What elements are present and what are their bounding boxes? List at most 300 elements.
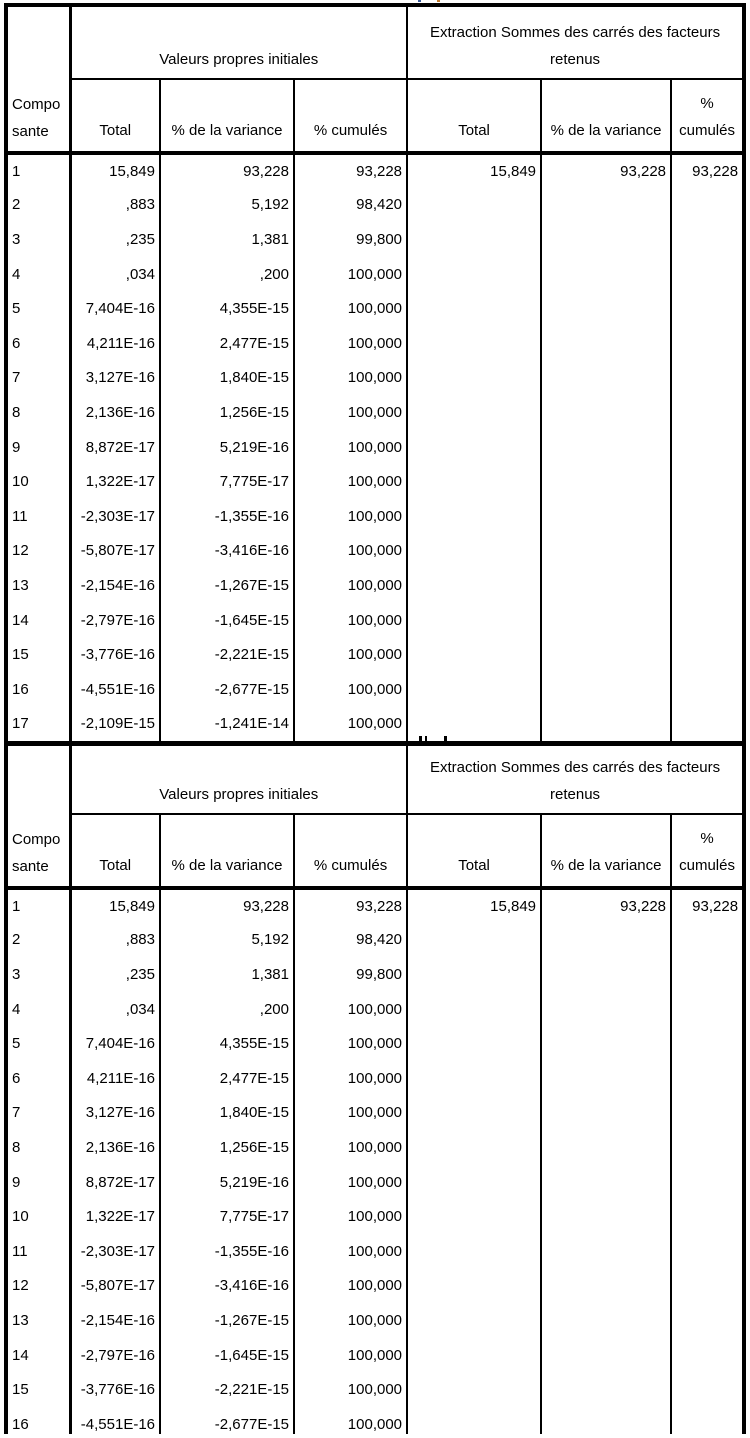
table-row [8, 888, 742, 923]
cell-total: -5,807E-17 [70, 1269, 160, 1304]
cell-ext-cumulative [671, 1130, 742, 1165]
cell-ext-variance [541, 395, 671, 430]
cell-ext-variance [541, 257, 671, 292]
cell-variance: ,200 [160, 992, 294, 1027]
cell-ext-cumulative [671, 257, 742, 292]
cell-component: 4 [8, 992, 70, 1027]
cell-cumulative: 100,000 [294, 499, 407, 534]
cell-component: 11 [8, 499, 70, 534]
cell-ext-cumulative [671, 395, 742, 430]
cell-variance: -1,267E-15 [160, 1303, 294, 1338]
cell-ext-cumulative [671, 923, 742, 958]
cell-cumulative: 100,000 [294, 326, 407, 361]
cell-total: 1,322E-17 [70, 1199, 160, 1234]
cell-total: 7,404E-16 [70, 1026, 160, 1061]
cell-variance: -2,677E-15 [160, 1407, 294, 1434]
table-row [8, 1338, 742, 1373]
table-row [8, 923, 742, 958]
cell-component: 2 [8, 188, 70, 223]
cell-ext-variance [541, 957, 671, 992]
component-header-line1: Compo [12, 831, 61, 848]
cell-cumulative: 100,000 [294, 1096, 407, 1131]
cell-ext-variance [541, 1303, 671, 1338]
cell-ext-variance [541, 499, 671, 534]
cell-variance: 1,840E-15 [160, 1096, 294, 1131]
cell-total: 8,872E-17 [70, 1165, 160, 1200]
cell-cumulative: 100,000 [294, 291, 407, 326]
cell-variance: -1,267E-15 [160, 568, 294, 603]
cell-cumulative: 100,000 [294, 603, 407, 638]
col-header-ext-cumulative: % cumulés [671, 79, 742, 153]
cell-cumulative: 100,000 [294, 464, 407, 499]
cell-component: 3 [8, 957, 70, 992]
cell-component: 10 [8, 464, 70, 499]
cell-ext-cumulative [671, 992, 742, 1027]
cell-cumulative: 99,800 [294, 222, 407, 257]
cell-ext-cumulative [671, 603, 742, 638]
cell-component: 4 [8, 257, 70, 292]
cell-cumulative: 100,000 [294, 992, 407, 1027]
cell-ext-cumulative [671, 1165, 742, 1200]
cell-component: 12 [8, 1269, 70, 1304]
extraction-header-line2: retenus [550, 51, 601, 68]
cell-ext-variance [541, 923, 671, 958]
cell-variance: -1,241E-14 [160, 707, 294, 742]
cell-cumulative: 100,000 [294, 707, 407, 742]
cell-cumulative: 100,000 [294, 257, 407, 292]
cell-cumulative: 100,000 [294, 361, 407, 396]
extraction-group-header [407, 7, 742, 79]
cell-ext-total [407, 326, 541, 361]
col-header-cumulative: % cumulés [294, 79, 407, 153]
cell-total: 1,322E-17 [70, 464, 160, 499]
cell-variance: 93,228 [160, 153, 294, 188]
cell-variance: -1,645E-15 [160, 603, 294, 638]
cell-variance: 5,219E-16 [160, 430, 294, 465]
cell-ext-cumulative [671, 326, 742, 361]
component-header-line2: sante [12, 858, 49, 875]
cell-ext-total [407, 222, 541, 257]
cell-ext-variance [541, 188, 671, 223]
cell-variance: 4,355E-15 [160, 1026, 294, 1061]
table-row [8, 464, 742, 499]
cell-ext-variance [541, 361, 671, 396]
cell-variance: -3,416E-16 [160, 1269, 294, 1304]
cell-variance: 1,840E-15 [160, 361, 294, 396]
cell-ext-cumulative [671, 707, 742, 742]
cell-component: 3 [8, 222, 70, 257]
cell-ext-variance [541, 1130, 671, 1165]
cell-component: 7 [8, 1096, 70, 1131]
initial-eigenvalues-group-header: Valeurs propres initiales [70, 7, 407, 79]
cell-ext-total [407, 672, 541, 707]
cell-ext-cumulative [671, 1096, 742, 1131]
table-row [8, 992, 742, 1027]
cell-component: 15 [8, 1372, 70, 1407]
cell-ext-total [407, 1130, 541, 1165]
cell-variance: 1,381 [160, 222, 294, 257]
cell-ext-variance [541, 534, 671, 569]
clipped-title-remnant [437, 0, 440, 2]
table-row [8, 1130, 742, 1165]
cell-total: ,883 [70, 188, 160, 223]
cell-ext-cumulative [671, 1269, 742, 1304]
cell-variance: -1,645E-15 [160, 1338, 294, 1373]
cell-total: 15,849 [70, 153, 160, 188]
cell-total: 3,127E-16 [70, 1096, 160, 1131]
cell-ext-total [407, 1165, 541, 1200]
cell-component: 6 [8, 326, 70, 361]
cell-ext-variance [541, 1096, 671, 1131]
cell-ext-variance [541, 992, 671, 1027]
cell-total: 8,872E-17 [70, 430, 160, 465]
cell-ext-cumulative [671, 1199, 742, 1234]
cell-cumulative: 100,000 [294, 568, 407, 603]
cell-ext-total [407, 1269, 541, 1304]
col-header-variance: % de la variance [160, 79, 294, 153]
cell-ext-cumulative [671, 464, 742, 499]
cell-component: 9 [8, 430, 70, 465]
col-header-ext-total: Total [407, 79, 541, 153]
col-header-ext-total: Total [407, 814, 541, 888]
cell-variance: 2,477E-15 [160, 326, 294, 361]
sub-header-row [8, 814, 742, 888]
cell-ext-total [407, 707, 541, 742]
cell-total: ,883 [70, 923, 160, 958]
cell-variance: -1,355E-16 [160, 499, 294, 534]
table-row [8, 1269, 742, 1304]
cell-variance: ,200 [160, 257, 294, 292]
cell-ext-cumulative: 93,228 [692, 162, 739, 180]
cell-cumulative: 100,000 [294, 1269, 407, 1304]
variance-table [8, 746, 742, 1434]
cell-component: 16 [8, 672, 70, 707]
cell-component: 9 [8, 1165, 70, 1200]
cell-ext-variance [541, 326, 671, 361]
cell-variance: 93,228 [160, 888, 294, 923]
cell-component: 13 [8, 568, 70, 603]
cell-ext-total [407, 1338, 541, 1373]
cell-ext-total [407, 534, 541, 569]
cell-ext-cumulative [671, 534, 742, 569]
group-header-row [8, 7, 742, 79]
cell-variance: 2,477E-15 [160, 1061, 294, 1096]
cell-cumulative: 100,000 [294, 1407, 407, 1434]
col-header-ext-variance: % de la variance [541, 79, 671, 153]
sub-header-row [8, 79, 742, 153]
cell-ext-variance [541, 568, 671, 603]
cell-ext-total [407, 1096, 541, 1131]
table-row [8, 637, 742, 672]
cell-component: 14 [8, 603, 70, 638]
table-row [8, 568, 742, 603]
cell-ext-variance [541, 464, 671, 499]
cell-cumulative: 98,420 [294, 923, 407, 958]
extraction-header-line2: retenus [550, 786, 601, 803]
cell-ext-total [407, 361, 541, 396]
col-header-total: Total [70, 79, 160, 153]
cell-component: 12 [8, 534, 70, 569]
cell-total: ,235 [70, 222, 160, 257]
cell-ext-variance [541, 222, 671, 257]
table-row [8, 534, 742, 569]
cell-cumulative: 100,000 [294, 1061, 407, 1096]
table-row [8, 1199, 742, 1234]
cell-ext-cumulative [671, 637, 742, 672]
table-row [8, 499, 742, 534]
cell-ext-total [407, 923, 541, 958]
cell-ext-total [407, 499, 541, 534]
initial-eigenvalues-group-header: Valeurs propres initiales [70, 746, 407, 814]
table-row [8, 222, 742, 257]
cell-total: 3,127E-16 [70, 361, 160, 396]
cell-cumulative: 100,000 [294, 1165, 407, 1200]
cell-ext-variance [541, 672, 671, 707]
cell-ext-total: 15,849 [407, 153, 541, 188]
cell-variance: 1,256E-15 [160, 395, 294, 430]
cell-ext-total [407, 464, 541, 499]
cell-cumulative: 100,000 [294, 534, 407, 569]
clipped-title-remnant [419, 736, 422, 741]
cell-ext-total [407, 430, 541, 465]
cell-ext-variance [541, 1269, 671, 1304]
cell-ext-variance [541, 1061, 671, 1096]
cell-ext-total [407, 1026, 541, 1061]
cell-cumulative: 100,000 [294, 1372, 407, 1407]
cell-ext-variance [541, 1199, 671, 1234]
cell-total: ,235 [70, 957, 160, 992]
cell-cumulative: 100,000 [294, 1130, 407, 1165]
cell-total: -2,154E-16 [70, 1303, 160, 1338]
cell-cumulative: 100,000 [294, 395, 407, 430]
cell-total: -2,797E-16 [70, 1338, 160, 1373]
group-header-row [8, 746, 742, 814]
cell-ext-variance [541, 1338, 671, 1373]
table-row [8, 1407, 742, 1434]
cell-variance: -2,221E-15 [160, 637, 294, 672]
cell-total: -2,154E-16 [70, 568, 160, 603]
cell-total: 4,211E-16 [70, 1061, 160, 1096]
total-variance-table-1 [4, 3, 746, 746]
cell-ext-variance [541, 430, 671, 465]
cell-total: -4,551E-16 [70, 672, 160, 707]
col-header-ext-variance: % de la variance [541, 814, 671, 888]
component-header-line2: sante [12, 123, 49, 140]
cell-ext-cumulative [671, 291, 742, 326]
cell-cumulative: 100,000 [294, 1303, 407, 1338]
clipped-title-remnant [425, 736, 427, 741]
cell-ext-cumulative [671, 222, 742, 257]
cell-component: 5 [8, 291, 70, 326]
col-header-variance: % de la variance [160, 814, 294, 888]
cell-ext-cumulative [671, 672, 742, 707]
cell-cumulative: 100,000 [294, 430, 407, 465]
cell-variance: 1,381 [160, 957, 294, 992]
cell-total: -3,776E-16 [70, 1372, 160, 1407]
cell-ext-variance [541, 1234, 671, 1269]
cell-ext-total [407, 291, 541, 326]
cell-ext-cumulative [671, 1234, 742, 1269]
table-row [8, 257, 742, 292]
extraction-header-line1: Extraction Sommes des carrés des facteurs [429, 24, 721, 41]
cell-ext-variance: 93,228 [541, 153, 671, 188]
cell-component: 10 [8, 1199, 70, 1234]
cell-component: 6 [8, 1061, 70, 1096]
cell-total: ,034 [70, 992, 160, 1027]
table-row [8, 1234, 742, 1269]
cell-ext-variance [541, 291, 671, 326]
cell-ext-cumulative [671, 361, 742, 396]
cell-component: 16 [8, 1407, 70, 1434]
cell-ext-cumulative [671, 430, 742, 465]
cell-component: 1 [8, 153, 70, 188]
cell-ext-cumulative [671, 957, 742, 992]
cell-cumulative: 98,420 [294, 188, 407, 223]
table-row [8, 188, 742, 223]
cell-ext-cumulative [671, 1338, 742, 1373]
cell-ext-total [407, 1199, 541, 1234]
table-row [8, 603, 742, 638]
cell-total: 4,211E-16 [70, 326, 160, 361]
cell-component: 13 [8, 1303, 70, 1338]
table-row [8, 1165, 742, 1200]
cell-ext-total [407, 568, 541, 603]
cell-total: -2,109E-15 [70, 707, 160, 742]
cell-cumulative: 93,228 [294, 153, 407, 188]
cell-total: -2,303E-17 [70, 499, 160, 534]
cell-cumulative: 100,000 [294, 1234, 407, 1269]
cell-variance: 1,256E-15 [160, 1130, 294, 1165]
table-row [8, 1026, 742, 1061]
variance-table [8, 7, 742, 741]
cell-ext-cumulative [671, 499, 742, 534]
cell-ext-total [407, 395, 541, 430]
cell-total: -3,776E-16 [70, 637, 160, 672]
cell-variance: 5,192 [160, 188, 294, 223]
cell-ext-total [407, 637, 541, 672]
cell-ext-total [407, 1234, 541, 1269]
cell-total: 2,136E-16 [70, 395, 160, 430]
cell-ext-cumulative [671, 1372, 742, 1407]
cell-total: -2,797E-16 [70, 603, 160, 638]
cell-component: 1 [8, 888, 70, 923]
cell-ext-total [407, 257, 541, 292]
cell-ext-cumulative [671, 568, 742, 603]
component-column-header [8, 7, 70, 153]
clipped-title-remnant [418, 0, 421, 2]
cell-component: 14 [8, 1338, 70, 1373]
cell-ext-total [407, 1303, 541, 1338]
cell-component: 11 [8, 1234, 70, 1269]
cell-cumulative: 99,800 [294, 957, 407, 992]
cell-variance: 7,775E-17 [160, 1199, 294, 1234]
extraction-header-line1: Extraction Sommes des carrés des facteurs [429, 759, 721, 776]
cell-ext-total [407, 957, 541, 992]
cell-total: -5,807E-17 [70, 534, 160, 569]
col-header-ext-cumulative: % cumulés [671, 814, 742, 888]
extraction-group-header [407, 746, 742, 814]
cell-ext-cumulative [671, 188, 742, 223]
table-row [8, 1096, 742, 1131]
table-row [8, 395, 742, 430]
cell-variance: -2,221E-15 [160, 1372, 294, 1407]
table-row [8, 1303, 742, 1338]
cell-ext-variance [541, 1026, 671, 1061]
table-row [8, 672, 742, 707]
cell-component: 8 [8, 395, 70, 430]
table-row [8, 153, 742, 188]
cell-ext-total [407, 603, 541, 638]
cell-cumulative: 100,000 [294, 672, 407, 707]
cell-component: 7 [8, 361, 70, 396]
cell-total: 7,404E-16 [70, 291, 160, 326]
cell-variance: 4,355E-15 [160, 291, 294, 326]
table-row [8, 707, 742, 742]
table-row [8, 291, 742, 326]
clipped-title-remnant [444, 736, 447, 741]
cell-ext-cumulative [671, 1407, 742, 1434]
cell-ext-variance: 93,228 [541, 888, 671, 923]
total-variance-table-2 [4, 742, 746, 1434]
cell-component: 5 [8, 1026, 70, 1061]
cell-variance: 5,219E-16 [160, 1165, 294, 1200]
cell-component: 17 [8, 707, 70, 742]
cell-cumulative: 93,228 [294, 888, 407, 923]
table-row [8, 326, 742, 361]
component-column-header [8, 746, 70, 888]
table-row [8, 957, 742, 992]
cell-component: 8 [8, 1130, 70, 1165]
cell-variance: -3,416E-16 [160, 534, 294, 569]
col-header-cumulative: % cumulés [294, 814, 407, 888]
cell-cumulative: 100,000 [294, 1199, 407, 1234]
cell-total: ,034 [70, 257, 160, 292]
cell-ext-cumulative [671, 1303, 742, 1338]
cell-ext-total [407, 188, 541, 223]
cell-ext-cumulative: 93,228 [692, 897, 739, 915]
cell-ext-total [407, 1372, 541, 1407]
cell-ext-total [407, 992, 541, 1027]
cell-variance: 7,775E-17 [160, 464, 294, 499]
cell-variance: -1,355E-16 [160, 1234, 294, 1269]
cell-component: 15 [8, 637, 70, 672]
cell-total: -4,551E-16 [70, 1407, 160, 1434]
cell-ext-variance [541, 1372, 671, 1407]
cell-ext-variance [541, 637, 671, 672]
cell-ext-cumulative [671, 1026, 742, 1061]
cell-total: 15,849 [70, 888, 160, 923]
cell-ext-total [407, 1061, 541, 1096]
cell-ext-cumulative [671, 1061, 742, 1096]
cell-ext-variance [541, 1165, 671, 1200]
cell-ext-variance [541, 707, 671, 742]
cell-total: 2,136E-16 [70, 1130, 160, 1165]
cell-cumulative: 100,000 [294, 637, 407, 672]
table-row [8, 1061, 742, 1096]
cell-variance: 5,192 [160, 923, 294, 958]
cell-ext-total [407, 1407, 541, 1434]
cell-ext-variance [541, 603, 671, 638]
cell-cumulative: 100,000 [294, 1026, 407, 1061]
cell-variance: -2,677E-15 [160, 672, 294, 707]
col-header-total: Total [70, 814, 160, 888]
cell-ext-total: 15,849 [407, 888, 541, 923]
component-header-line1: Compo [12, 96, 61, 113]
cell-ext-variance [541, 1407, 671, 1434]
table-row [8, 1372, 742, 1407]
table-row [8, 361, 742, 396]
cell-cumulative: 100,000 [294, 1338, 407, 1373]
